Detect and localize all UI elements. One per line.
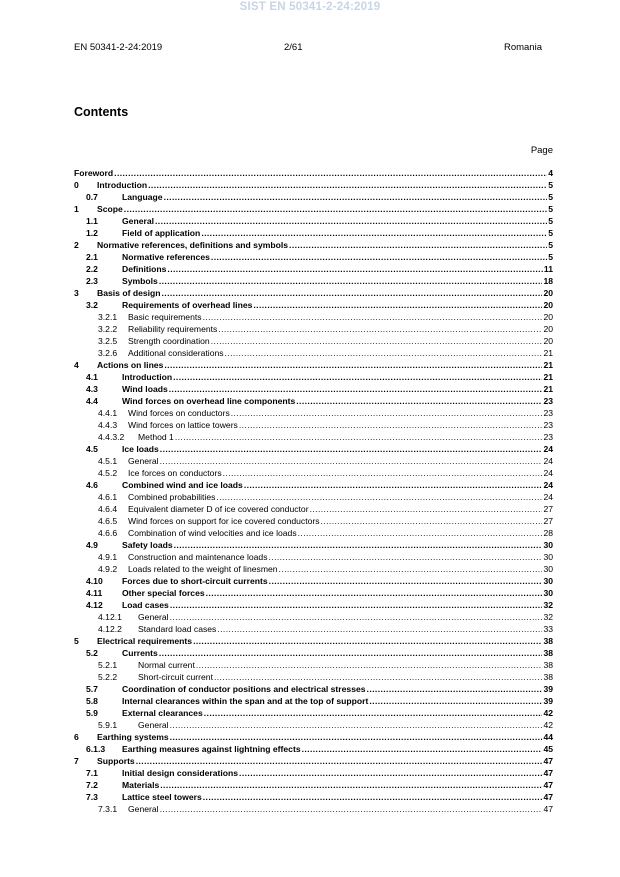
toc-entry-number: 4.5.2 — [98, 468, 118, 478]
toc-entry-title: Introduction — [122, 372, 173, 382]
toc-dot-leader — [201, 227, 547, 239]
toc-entry-page: 23 — [543, 408, 553, 418]
toc-dot-leader — [369, 695, 542, 707]
toc-entry-title: Combined probabilities — [128, 492, 216, 502]
toc-entry-page: 39 — [543, 696, 553, 706]
toc-entry-title: Wind forces on support for ice covered conductors — [128, 516, 320, 526]
toc-entry-number: 4.4.1 — [98, 408, 118, 418]
toc-entry-page: 42 — [543, 708, 553, 718]
toc-entry-number: 5 — [74, 636, 79, 646]
toc-entry-title: Initial design considerations — [122, 768, 239, 778]
toc-entry-number: 7.2 — [86, 780, 98, 790]
toc-entry-title: Language — [122, 192, 163, 202]
toc-entry-page: 11 — [543, 264, 553, 274]
toc-entry[interactable] — [74, 515, 553, 527]
toc-dot-leader — [218, 323, 542, 335]
toc-entry-number: 1.2 — [86, 228, 98, 238]
toc-entry-number: 7.3.1 — [98, 804, 118, 814]
toc-entry-page: 38 — [543, 672, 553, 682]
toc-entry-page: 24 — [543, 480, 553, 490]
toc-entry-number: 2.3 — [86, 276, 98, 286]
toc-entry-number: 4.5 — [86, 444, 98, 454]
toc-entry-number: 3.2.6 — [98, 348, 118, 358]
toc-entry-number: 5.7 — [86, 684, 98, 694]
toc-entry-number: 6.1.3 — [86, 744, 106, 754]
toc-entry-page: 21 — [543, 348, 553, 358]
toc-entry-page: 45 — [543, 744, 553, 754]
toc-entry-number: 4.4 — [86, 396, 98, 406]
toc-entry-title: Currents — [122, 648, 158, 658]
toc-dot-leader — [206, 587, 543, 599]
toc-entry-page: 38 — [543, 636, 553, 646]
toc-entry-number: 4.9.1 — [98, 552, 118, 562]
toc-entry[interactable] — [74, 347, 553, 359]
toc-entry-title: General — [138, 720, 169, 730]
toc-entry-title: Load cases — [122, 600, 169, 610]
toc-dot-leader — [170, 599, 543, 611]
toc-entry[interactable] — [74, 623, 553, 635]
toc-dot-leader — [289, 239, 547, 251]
toc-entry-title: Loads related to the weight of linesmen — [128, 564, 278, 574]
toc-entry-title: General — [138, 612, 169, 622]
toc-entry-title: Safety loads — [122, 540, 173, 550]
toc-entry-page: 21 — [543, 372, 553, 382]
toc-entry[interactable] — [74, 731, 553, 743]
toc-dot-leader — [367, 683, 543, 695]
toc-entry[interactable] — [74, 539, 553, 551]
toc-entry-title: General — [128, 456, 159, 466]
toc-entry-number: 5.2.1 — [98, 660, 118, 670]
toc-entry[interactable] — [74, 431, 553, 443]
toc-entry-number: 5.8 — [86, 696, 98, 706]
toc-entry-page: 23 — [543, 420, 553, 430]
toc-entry-number: 3.2.5 — [98, 336, 118, 346]
toc-entry-page: 30 — [543, 576, 553, 586]
toc-entry-title: Forces due to short-circuit currents — [122, 576, 268, 586]
toc-entry[interactable] — [74, 527, 553, 539]
toc-entry-number: 4.6.6 — [98, 528, 118, 538]
toc-entry-number: 6 — [74, 732, 79, 742]
toc-entry[interactable] — [74, 551, 553, 563]
toc-entry-title: Short-circuit current — [138, 672, 213, 682]
toc-entry-page: 47 — [543, 780, 553, 790]
toc-entry[interactable] — [74, 227, 553, 239]
toc-entry-number: 5.2.2 — [98, 672, 118, 682]
toc-entry-number: 4.5.1 — [98, 456, 118, 466]
toc-dot-leader — [204, 707, 543, 719]
toc-entry-title: Actions on lines — [97, 360, 164, 370]
toc-entry-title: Combined wind and ice loads — [122, 480, 243, 490]
toc-dot-leader — [169, 383, 543, 395]
toc-dot-leader — [124, 203, 547, 215]
toc-entry[interactable] — [74, 419, 553, 431]
toc-entry[interactable] — [74, 443, 553, 455]
toc-entry-page: 33 — [543, 624, 553, 634]
toc-entry[interactable] — [74, 287, 553, 299]
toc-entry-title: Normal current — [138, 660, 195, 670]
toc-entry[interactable] — [74, 275, 553, 287]
toc-entry-page: 5 — [548, 216, 553, 226]
toc-entry-title: Combination of wind velocities and ice loads — [128, 528, 297, 538]
toc-entry-number: 4.10 — [86, 576, 103, 586]
toc-entry-number: 4.9 — [86, 540, 98, 550]
toc-entry-title: Additional considerations — [128, 348, 224, 358]
toc-entry-number: 7 — [74, 756, 79, 766]
toc-entry-page: 38 — [543, 648, 553, 658]
toc-dot-leader — [196, 659, 543, 671]
toc-entry-page: 20 — [543, 336, 553, 346]
toc-entry-title: Standard load cases — [138, 624, 217, 634]
toc-entry-page: 4 — [548, 168, 553, 178]
toc-entry[interactable] — [74, 503, 553, 515]
toc-entry-number: 0 — [74, 180, 79, 190]
toc-entry-page: 39 — [543, 684, 553, 694]
toc-entry-title: Electrical requirements — [97, 636, 193, 646]
toc-dot-leader — [155, 215, 547, 227]
toc-entry-title: Equivalent diameter D of ice covered conductor — [128, 504, 309, 514]
toc-entry[interactable] — [74, 791, 553, 803]
toc-entry[interactable] — [74, 695, 553, 707]
toc-entry-title: Normative references, definitions and symbols — [97, 240, 289, 250]
page-title: Contents — [74, 105, 129, 119]
toc-entry-number: 4.9.2 — [98, 564, 118, 574]
toc-dot-leader — [164, 359, 542, 371]
table-of-contents — [74, 167, 553, 815]
toc-entry[interactable] — [74, 359, 553, 371]
toc-entry-page: 27 — [543, 504, 553, 514]
toc-entry-number: 5.9 — [86, 708, 98, 718]
toc-entry-title: Method 1 — [138, 432, 174, 442]
toc-entry-page: 30 — [543, 588, 553, 598]
toc-entry-page: 23 — [543, 396, 553, 406]
toc-dot-leader — [211, 251, 547, 263]
toc-entry[interactable] — [74, 323, 553, 335]
toc-dot-leader — [173, 371, 542, 383]
toc-entry-page: 24 — [543, 492, 553, 502]
toc-dot-leader — [302, 743, 543, 755]
toc-dot-leader — [225, 347, 543, 359]
toc-entry-title: Introduction — [97, 180, 148, 190]
toc-entry-page: 27 — [543, 516, 553, 526]
toc-entry[interactable] — [74, 611, 553, 623]
toc-entry-page: 24 — [543, 444, 553, 454]
toc-entry[interactable] — [74, 563, 553, 575]
toc-dot-leader — [239, 767, 542, 779]
toc-entry[interactable] — [74, 191, 553, 203]
toc-entry-number: 0.7 — [86, 192, 98, 202]
toc-entry-page: 5 — [548, 228, 553, 238]
toc-entry[interactable] — [74, 251, 553, 263]
toc-entry[interactable] — [74, 407, 553, 419]
toc-dot-leader — [211, 335, 543, 347]
toc-dot-leader — [239, 419, 543, 431]
toc-entry-number: 7.1 — [86, 768, 98, 778]
toc-entry-number: 5.9.1 — [98, 720, 118, 730]
toc-entry[interactable] — [74, 239, 553, 251]
toc-entry-title: Wind forces on overhead line components — [122, 396, 296, 406]
toc-entry[interactable] — [74, 671, 553, 683]
toc-entry-page: 30 — [543, 552, 553, 562]
toc-entry-page: 47 — [543, 804, 553, 814]
toc-entry-page: 32 — [543, 600, 553, 610]
toc-entry[interactable] — [74, 395, 553, 407]
toc-entry-number: 4.6.5 — [98, 516, 118, 526]
toc-dot-leader — [159, 647, 543, 659]
toc-entry[interactable] — [74, 755, 553, 767]
toc-entry-number: 2.1 — [86, 252, 98, 262]
toc-dot-leader — [253, 299, 542, 311]
toc-entry-number: 1 — [74, 204, 79, 214]
toc-entry-title: Reliability requirements — [128, 324, 218, 334]
toc-entry-title: Field of application — [122, 228, 201, 238]
toc-entry-number: 4.12.2 — [98, 624, 122, 634]
toc-entry-title: Internal clearances within the span and at the top of support — [122, 696, 369, 706]
header-country: Romania — [503, 42, 542, 53]
toc-entry[interactable] — [74, 587, 553, 599]
toc-entry-page: 42 — [543, 720, 553, 730]
toc-entry-title: Construction and maintenance loads — [128, 552, 268, 562]
toc-entry-number: 4.11 — [86, 588, 103, 598]
toc-entry-number: 4.1 — [86, 372, 98, 382]
toc-entry-title: Symbols — [122, 276, 158, 286]
toc-entry[interactable] — [74, 383, 553, 395]
toc-entry-title: Supports — [97, 756, 135, 766]
toc-entry-page: 47 — [543, 756, 553, 766]
toc-entry-number: 3 — [74, 288, 79, 298]
toc-entry[interactable] — [74, 599, 553, 611]
toc-dot-leader — [170, 611, 543, 623]
toc-dot-leader — [160, 455, 543, 467]
toc-dot-leader — [162, 287, 543, 299]
toc-entry-title: Other special forces — [122, 588, 205, 598]
toc-entry-number: 7.3 — [86, 792, 98, 802]
toc-entry-number: 4.12 — [86, 600, 103, 610]
toc-entry-title: Materials — [122, 780, 160, 790]
toc-entry-title: General — [128, 804, 159, 814]
toc-entry-page: 38 — [543, 660, 553, 670]
toc-dot-leader — [244, 479, 543, 491]
toc-entry[interactable] — [74, 779, 553, 791]
toc-dot-leader — [269, 575, 543, 587]
toc-entry-title: General — [122, 216, 155, 226]
toc-entry[interactable] — [74, 803, 553, 815]
toc-entry[interactable] — [74, 647, 553, 659]
toc-entry[interactable] — [74, 335, 553, 347]
toc-dot-leader — [159, 275, 543, 287]
toc-dot-leader — [298, 527, 543, 539]
toc-entry[interactable] — [74, 179, 553, 191]
toc-entry[interactable] — [74, 167, 553, 179]
toc-entry-title: Lattice steel towers — [122, 792, 202, 802]
toc-dot-leader — [296, 395, 542, 407]
toc-entry-page: 5 — [548, 204, 553, 214]
toc-entry-number: 3.2 — [86, 300, 98, 310]
toc-dot-leader — [167, 263, 543, 275]
toc-entry-page: 44 — [543, 732, 553, 742]
toc-entry-number: 4.6.4 — [98, 504, 118, 514]
toc-entry-number: 4.4.3 — [98, 420, 118, 430]
toc-entry[interactable] — [74, 743, 553, 755]
toc-entry-page: 5 — [548, 180, 553, 190]
toc-dot-leader — [310, 503, 543, 515]
toc-entry-number: 1.1 — [86, 216, 98, 226]
toc-entry-number: 3.2.1 — [98, 312, 118, 322]
toc-dot-leader — [231, 407, 543, 419]
toc-entry[interactable] — [74, 575, 553, 587]
toc-entry-number: 3.2.2 — [98, 324, 118, 334]
toc-entry[interactable] — [74, 203, 553, 215]
toc-dot-leader — [279, 563, 543, 575]
toc-entry[interactable] — [74, 311, 553, 323]
toc-entry-page: 21 — [543, 384, 553, 394]
toc-entry[interactable] — [74, 635, 553, 647]
toc-entry-title: Basis of design — [97, 288, 161, 298]
toc-entry[interactable] — [74, 767, 553, 779]
toc-dot-leader — [160, 779, 542, 791]
toc-entry-number: 5.2 — [86, 648, 98, 658]
toc-dot-leader — [203, 791, 543, 803]
toc-dot-leader — [148, 179, 547, 191]
toc-entry-title: Coordination of conductor positions and electrical stresses — [122, 684, 366, 694]
toc-entry-number: 4 — [74, 360, 79, 370]
toc-dot-leader — [170, 719, 543, 731]
toc-dot-leader — [223, 467, 543, 479]
toc-dot-leader — [214, 671, 542, 683]
toc-entry-number: 4.3 — [86, 384, 98, 394]
toc-dot-leader — [114, 167, 547, 179]
toc-entry-title: Ice loads — [122, 444, 159, 454]
toc-entry[interactable] — [74, 707, 553, 719]
toc-entry-title: Ice forces on conductors — [128, 468, 222, 478]
toc-entry-title: Definitions — [122, 264, 167, 274]
toc-entry-page: 5 — [548, 240, 553, 250]
toc-entry-title: Normative references — [122, 252, 210, 262]
toc-entry-title: Scope — [97, 204, 123, 214]
toc-entry-title: Wind loads — [122, 384, 168, 394]
toc-dot-leader — [203, 311, 543, 323]
toc-entry-number: 4.6 — [86, 480, 98, 490]
toc-entry-title: Wind forces on lattice towers — [128, 420, 238, 430]
toc-entry-title: Strength coordination — [128, 336, 210, 346]
watermark: SIST EN 50341-2-24:2019 — [239, 1, 381, 13]
toc-dot-leader — [174, 539, 543, 551]
toc-entry-page: 23 — [543, 432, 553, 442]
toc-entry-page: 30 — [543, 564, 553, 574]
toc-entry[interactable] — [74, 215, 553, 227]
toc-entry-number: 2.2 — [86, 264, 98, 274]
toc-entry-number: 4.4.3.2 — [98, 432, 125, 442]
toc-dot-leader — [269, 551, 543, 563]
toc-dot-leader — [193, 635, 542, 647]
toc-dot-leader — [164, 191, 548, 203]
toc-entry-page: 5 — [548, 252, 553, 262]
toc-entry-page: 21 — [543, 360, 553, 370]
toc-entry-page: 5 — [548, 192, 553, 202]
toc-entry-page: 20 — [543, 324, 553, 334]
toc-entry-title: Basic requirements — [128, 312, 202, 322]
toc-entry[interactable] — [74, 455, 553, 467]
toc-entry[interactable] — [74, 263, 553, 275]
toc-entry-page: 24 — [543, 468, 553, 478]
toc-dot-leader — [321, 515, 543, 527]
toc-entry-page: 18 — [543, 276, 553, 286]
toc-entry[interactable] — [74, 491, 553, 503]
toc-entry[interactable] — [74, 719, 553, 731]
toc-dot-leader — [175, 431, 543, 443]
toc-entry-page: 47 — [543, 792, 553, 802]
toc-entry[interactable] — [74, 371, 553, 383]
toc-entry-number: 2 — [74, 240, 79, 250]
toc-entry-page: 20 — [543, 288, 553, 298]
toc-entry-page: 47 — [543, 768, 553, 778]
toc-entry-title: Requirements of overhead lines — [122, 300, 253, 310]
toc-entry-page: 32 — [543, 612, 553, 622]
toc-entry[interactable] — [74, 683, 553, 695]
toc-entry[interactable] — [74, 659, 553, 671]
toc-entry-page: 30 — [543, 540, 553, 550]
toc-entry-title: Earthing measures against lightning effects — [122, 744, 301, 754]
toc-entry-title: External clearances — [122, 708, 203, 718]
toc-dot-leader — [160, 803, 543, 815]
header-page-number: 2/61 — [284, 42, 303, 53]
toc-dot-leader — [216, 491, 542, 503]
toc-entry-number: 4.12.1 — [98, 612, 122, 622]
header-standard-id: EN 50341-2-24:2019 — [74, 42, 163, 53]
toc-entry-page: 28 — [543, 528, 553, 538]
toc-dot-leader — [136, 755, 543, 767]
toc-dot-leader — [170, 731, 543, 743]
toc-entry-title: Foreword — [74, 168, 114, 178]
page-column-label: Page — [530, 145, 553, 156]
toc-entry[interactable] — [74, 467, 553, 479]
toc-dot-leader — [160, 443, 543, 455]
toc-entry-title: Wind forces on conductors — [128, 408, 230, 418]
toc-entry[interactable] — [74, 479, 553, 491]
toc-entry-page: 20 — [543, 300, 553, 310]
toc-entry-page: 24 — [543, 456, 553, 466]
toc-entry-number: 4.6.1 — [98, 492, 118, 502]
toc-entry[interactable] — [74, 299, 553, 311]
toc-entry-page: 20 — [543, 312, 553, 322]
toc-entry-title: Earthing systems — [97, 732, 169, 742]
toc-dot-leader — [217, 623, 542, 635]
